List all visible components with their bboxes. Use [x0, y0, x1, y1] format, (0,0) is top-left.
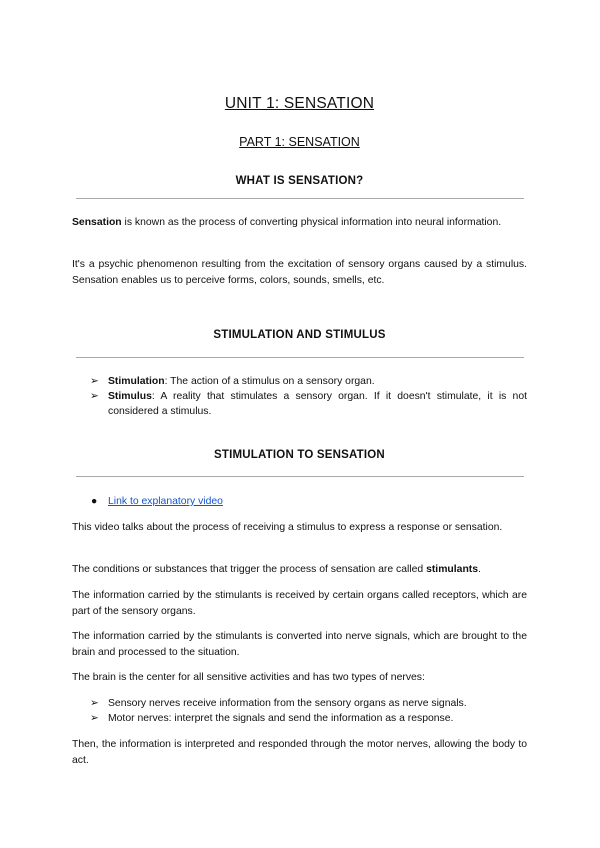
arrow-bullet-icon: ➢ — [90, 391, 99, 402]
term-stimulation: Stimulation — [108, 376, 165, 387]
term-stimulus: Stimulus — [108, 391, 152, 402]
paragraph-motor-response: Then, the information is interpreted and responded through the motor nerves, allowing the body to act. — [72, 739, 527, 766]
unit-title: UNIT 1: SENSATION — [224, 95, 375, 112]
paragraph-nerve-signals: The information carried by the stimulants is converted into nerve signals, which are brought to the brain and processed to the situation. — [72, 631, 527, 658]
section-divider — [76, 357, 524, 358]
arrow-bullet-icon: ➢ — [90, 698, 99, 709]
paragraph-sensation-definition — [72, 215, 527, 231]
paragraph-receptors: The information carried by the stimulants is received by certain organs called receptors, which are part of the sensory organs. — [72, 590, 527, 617]
part-title: PART 1: SENSATION — [239, 135, 360, 149]
list-item: ➢ Sensory nerves receive information from the sensory organs as nerve signals. — [90, 698, 467, 709]
list-item: ➢ Stimulation: The action of a stimulus on a sensory organ. — [90, 376, 375, 387]
term-stimulants: stimulants — [426, 564, 479, 575]
explanatory-video-link[interactable]: Link to explanatory video — [108, 496, 223, 507]
list-item: ➢ Stimulus: A reality that stimulates a sensory organ. If it doesn't stimulate, it is not considered a stimulus. — [90, 391, 527, 417]
nerve-types-list — [72, 696, 527, 726]
definition-text: is known as the process of converting physical information into neural information. — [121, 217, 502, 228]
paragraph-psychic-phenomenon: It's a psychic phenomenon resulting from the excitation of sensory organs caused by a stimulus. Sensation enables us to perceive forms, colors, sounds, smells, etc. — [72, 259, 527, 286]
section-divider — [76, 476, 524, 477]
arrow-bullet-icon: ➢ — [90, 376, 99, 387]
section-heading-stimulation-to-sensation: STIMULATION TO SENSATION — [214, 449, 385, 461]
section-divider — [76, 198, 524, 199]
term-sensation: Sensation — [72, 217, 122, 228]
bullet-icon: ● — [91, 496, 98, 507]
paragraph-stimulants: The conditions or substances that trigger the process of sensation are called stimulants. — [72, 564, 481, 575]
section-heading-stimulation-and-stimulus: STIMULATION AND STIMULUS — [213, 329, 386, 341]
paragraph-brain-center: The brain is the center for all sensitive activities and has two types of nerves: — [72, 672, 425, 683]
list-item: ➢ Motor nerves: interpret the signals and send the information as a response. — [90, 713, 454, 724]
paragraph-video-description: This video talks about the process of receiving a stimulus to express a response or sensation. — [72, 522, 503, 533]
arrow-bullet-icon: ➢ — [90, 713, 99, 724]
stimulus-definition-list — [72, 374, 527, 419]
section-heading-what-is-sensation: WHAT IS SENSATION? — [235, 175, 364, 187]
